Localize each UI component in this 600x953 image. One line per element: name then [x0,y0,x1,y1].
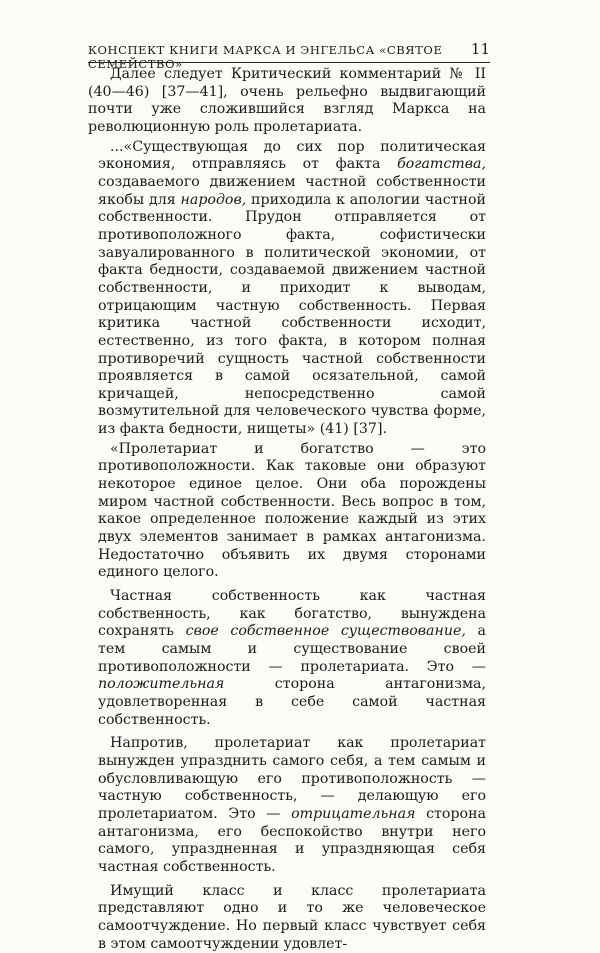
intro-paragraph: Далее следует Критический комментарий № II (40—46) [37—41], очень рельефно выдвигающий почти уже сложившийся взгляд Маркса на революционную роль пролетариата. [88,66,486,135]
page-number: 11 [470,40,490,58]
quote3-text-2: а тем самым и существование своей противоположности — пролетариата. Это — [98,623,486,675]
quote3-text-1: Частная собственность как частная собственность, как богатство, вынуждена сохранять [98,588,486,640]
quote4-italic-1: отрицательная [291,805,416,822]
quote-paragraph-5: Имущий класс и класс пролетариата представляют одно и то же человеческое самоотчуждение. Но первый класс чувствует себя в этом самоотчуждении удовлет- [98,882,486,952]
quote1-italic-1: богатства, [397,156,486,173]
quote1-text-1: ...«Существующая до сих пор политическая экономия, отправляясь от факта [98,138,486,173]
quote-paragraph-2: «Пролетариат и богатство — это противоположности. Как таковые они образуют некоторое единое целое. Они оба порождены миром частной собственности. Весь вопрос в том, какое определенное положение каждый из этих двух элементов занимает в рамках антагонизма. Недостаточно объявить их двумя сторонами единого целого. [98,440,486,581]
quote-paragraph-3 [88,588,486,729]
quote4-text-1: Напротив, пролетариат как пролетариат вынужден упразднить самого себя, а тем самым и обусловливающую его противоположность — частную собственность, — делающую его пролетариатом. Это — [98,735,486,822]
header-rule [88,62,490,63]
page-body [88,66,486,953]
quote3-italic-2: положительная [98,676,225,693]
running-title: КОНСПЕКТ КНИГИ МАРКСА И ЭНГЕЛЬСА «СВЯТОЕ СЕМЕЙСТВО» [88,43,443,71]
quote1-text-2: создаваемого движением частной собственности якобы для [98,173,486,208]
quote1-italic-2: народов, [180,191,247,208]
quote1-text-3: приходила к апологии частной собственности. Прудон отправляется от противоположного факта, софистически завуалированного в политической экономии, от факта бедности, создаваемой движением частной собственности, и приходит к выводам, отрицающим частную собственность. Первая критика частной собственности исходит, естественно, из того факта, в котором полная противоречий сущность частной собственности проявляется в самой осязательной, самой кричащей, непосредственно самой возмутительной для человеческого чувства форме, из факта бедности, нищеты» (41) [37]. [98,191,486,438]
quote-paragraph-1 [88,139,486,439]
quote-paragraph-4 [88,735,486,876]
quote4-text-2: сторона антагонизма, его беспокойство внутри него самого, упраздненная и упраздняющая себя частная собственность. [98,805,486,875]
quote3-text-3: сторона антагонизма, удовлетворенная в себе самой частная собственность. [98,676,486,728]
quote3-italic-1: свое собственное существование, [185,623,466,640]
